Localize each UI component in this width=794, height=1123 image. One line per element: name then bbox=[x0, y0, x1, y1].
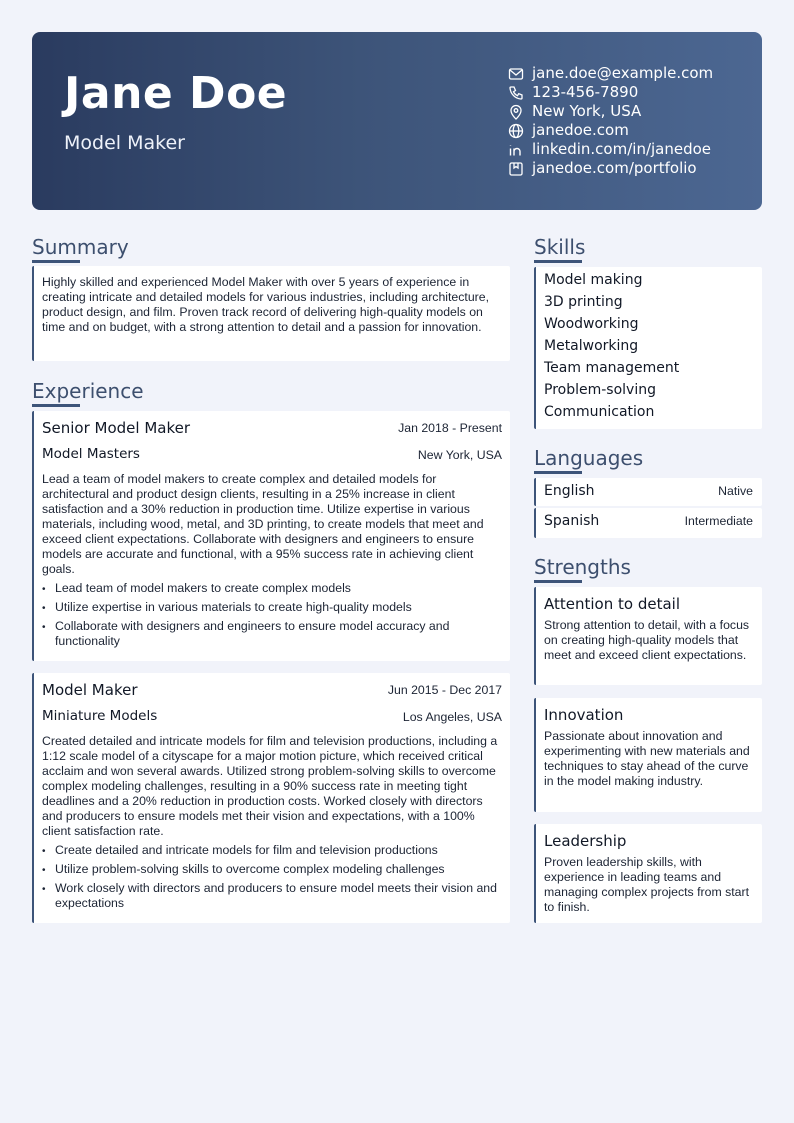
skills-underline bbox=[534, 260, 582, 263]
globe-icon bbox=[508, 123, 524, 139]
strengths-underline bbox=[534, 580, 582, 583]
language-name: English bbox=[544, 483, 595, 499]
job-title: Senior Model Maker bbox=[42, 419, 191, 437]
skill-item: Model making bbox=[544, 272, 643, 288]
strength-description: Passionate about innovation and experimenting with new materials and techniques to stay ahead of the curve in the model making industry. bbox=[544, 729, 750, 788]
job-bullet: • Utilize expertise in various materials to create high-quality models bbox=[42, 600, 502, 615]
languages-underline bbox=[534, 471, 582, 474]
skill-item: Problem-solving bbox=[544, 382, 656, 398]
portfolio-icon bbox=[508, 161, 524, 177]
skill-item: 3D printing bbox=[544, 294, 623, 310]
job-bullet: • Work closely with directors and producers to ensure model meets their vision and expectations bbox=[42, 881, 502, 911]
candidate-title: Model Maker bbox=[64, 132, 185, 154]
language-level: Intermediate bbox=[684, 514, 753, 528]
contact-email-text[interactable]: jane.doe@example.com bbox=[532, 64, 714, 82]
contact-phone-text[interactable]: 123-456-7890 bbox=[532, 83, 639, 101]
contact-linkedin-text[interactable]: linkedin.com/in/janedoe bbox=[532, 140, 712, 158]
contact-portfolio-text[interactable]: janedoe.com/portfolio bbox=[532, 159, 697, 177]
job-location: New York, USA bbox=[417, 448, 502, 462]
skills-heading: Skills bbox=[534, 235, 586, 259]
job-date: Jan 2018 - Present bbox=[398, 421, 502, 435]
contact-phone[interactable] bbox=[508, 83, 713, 102]
strength-title: Attention to detail bbox=[544, 595, 680, 613]
job-bullets bbox=[42, 581, 502, 653]
contact-website[interactable] bbox=[508, 121, 713, 140]
phone-icon bbox=[508, 85, 524, 101]
summary-text: Highly skilled and experienced Model Maker with over 5 years of experience in creating intricate and detailed models for various industries, including architecture, product design, and film. Proven track record of delivering high-quality models on time and on budget, with a strong attention to detail and a passion for innovation. bbox=[42, 275, 490, 334]
job-title: Model Maker bbox=[42, 681, 138, 699]
contact-website-text[interactable]: janedoe.com bbox=[532, 121, 629, 139]
language-name: Spanish bbox=[544, 513, 600, 529]
contact-email[interactable] bbox=[508, 64, 713, 83]
location-pin-icon bbox=[508, 104, 524, 120]
mail-icon bbox=[508, 66, 524, 82]
candidate-name: Jane Doe bbox=[64, 68, 288, 119]
job-date: Jun 2015 - Dec 2017 bbox=[387, 683, 502, 697]
linkedin-icon bbox=[508, 142, 524, 158]
contact-location bbox=[508, 102, 713, 121]
strength-title: Innovation bbox=[544, 706, 624, 724]
job-bullet: • Collaborate with designers and engineers to ensure model accuracy and functionality bbox=[42, 619, 502, 649]
strengths-heading: Strengths bbox=[534, 555, 631, 579]
summary-underline bbox=[32, 260, 80, 263]
skill-item: Woodworking bbox=[544, 316, 639, 332]
experience-underline bbox=[32, 404, 80, 407]
contact-linkedin[interactable] bbox=[508, 140, 713, 159]
skill-item: Team management bbox=[544, 360, 680, 376]
experience-heading: Experience bbox=[32, 379, 144, 403]
skill-item: Communication bbox=[544, 404, 655, 420]
languages-heading: Languages bbox=[534, 446, 644, 470]
resume-header bbox=[32, 32, 762, 210]
strength-description: Strong attention to detail, with a focus on creating high-quality models that meet and exceed client expectations. bbox=[544, 618, 750, 662]
summary-heading: Summary bbox=[32, 235, 129, 259]
job-company: Model Masters bbox=[42, 446, 140, 462]
job-description: Created detailed and intricate models for film and television productions, including a 1:12 scale model of a cityscape for a major motion picture, which received critical acclaim and won several awards. Utilized strong problem-solving skills to overcome complex modeling challenges, resulting in a 90% success rate in meeting tight deadlines and a 20% reduction in production costs. Worked closely with directors and producers to ensure models met their vision and expectations, with a 100% client satisfaction rate. bbox=[42, 734, 498, 838]
job-description: Lead a team of model makers to create complex and detailed models for architectural and product design clients, resulting in a 25% increase in client satisfaction and a 30% reduction in production time. Utilize expertise in various materials, including wood, metal, and 3D printing, to create models that meet and exceed client expectations. Collaborate with designers and engineers to ensure models are accurate and functional, with a 95% success rate in achieving client goals. bbox=[42, 472, 484, 576]
job-bullet: • Utilize problem-solving skills to overcome complex modeling challenges bbox=[42, 862, 502, 877]
contact-list bbox=[508, 64, 713, 178]
language-level: Native bbox=[718, 484, 753, 498]
strength-title: Leadership bbox=[544, 832, 627, 850]
contact-portfolio[interactable] bbox=[508, 159, 713, 178]
job-bullets bbox=[42, 843, 502, 915]
strength-description: Proven leadership skills, with experience in leading teams and managing complex projects from start to finish. bbox=[544, 855, 750, 914]
job-location: Los Angeles, USA bbox=[402, 710, 502, 724]
job-bullet: • Lead team of model makers to create complex models bbox=[42, 581, 502, 596]
job-bullet: • Create detailed and intricate models for film and television productions bbox=[42, 843, 502, 858]
contact-location-text: New York, USA bbox=[532, 102, 642, 120]
skill-item: Metalworking bbox=[544, 338, 639, 354]
job-company: Miniature Models bbox=[42, 708, 158, 724]
